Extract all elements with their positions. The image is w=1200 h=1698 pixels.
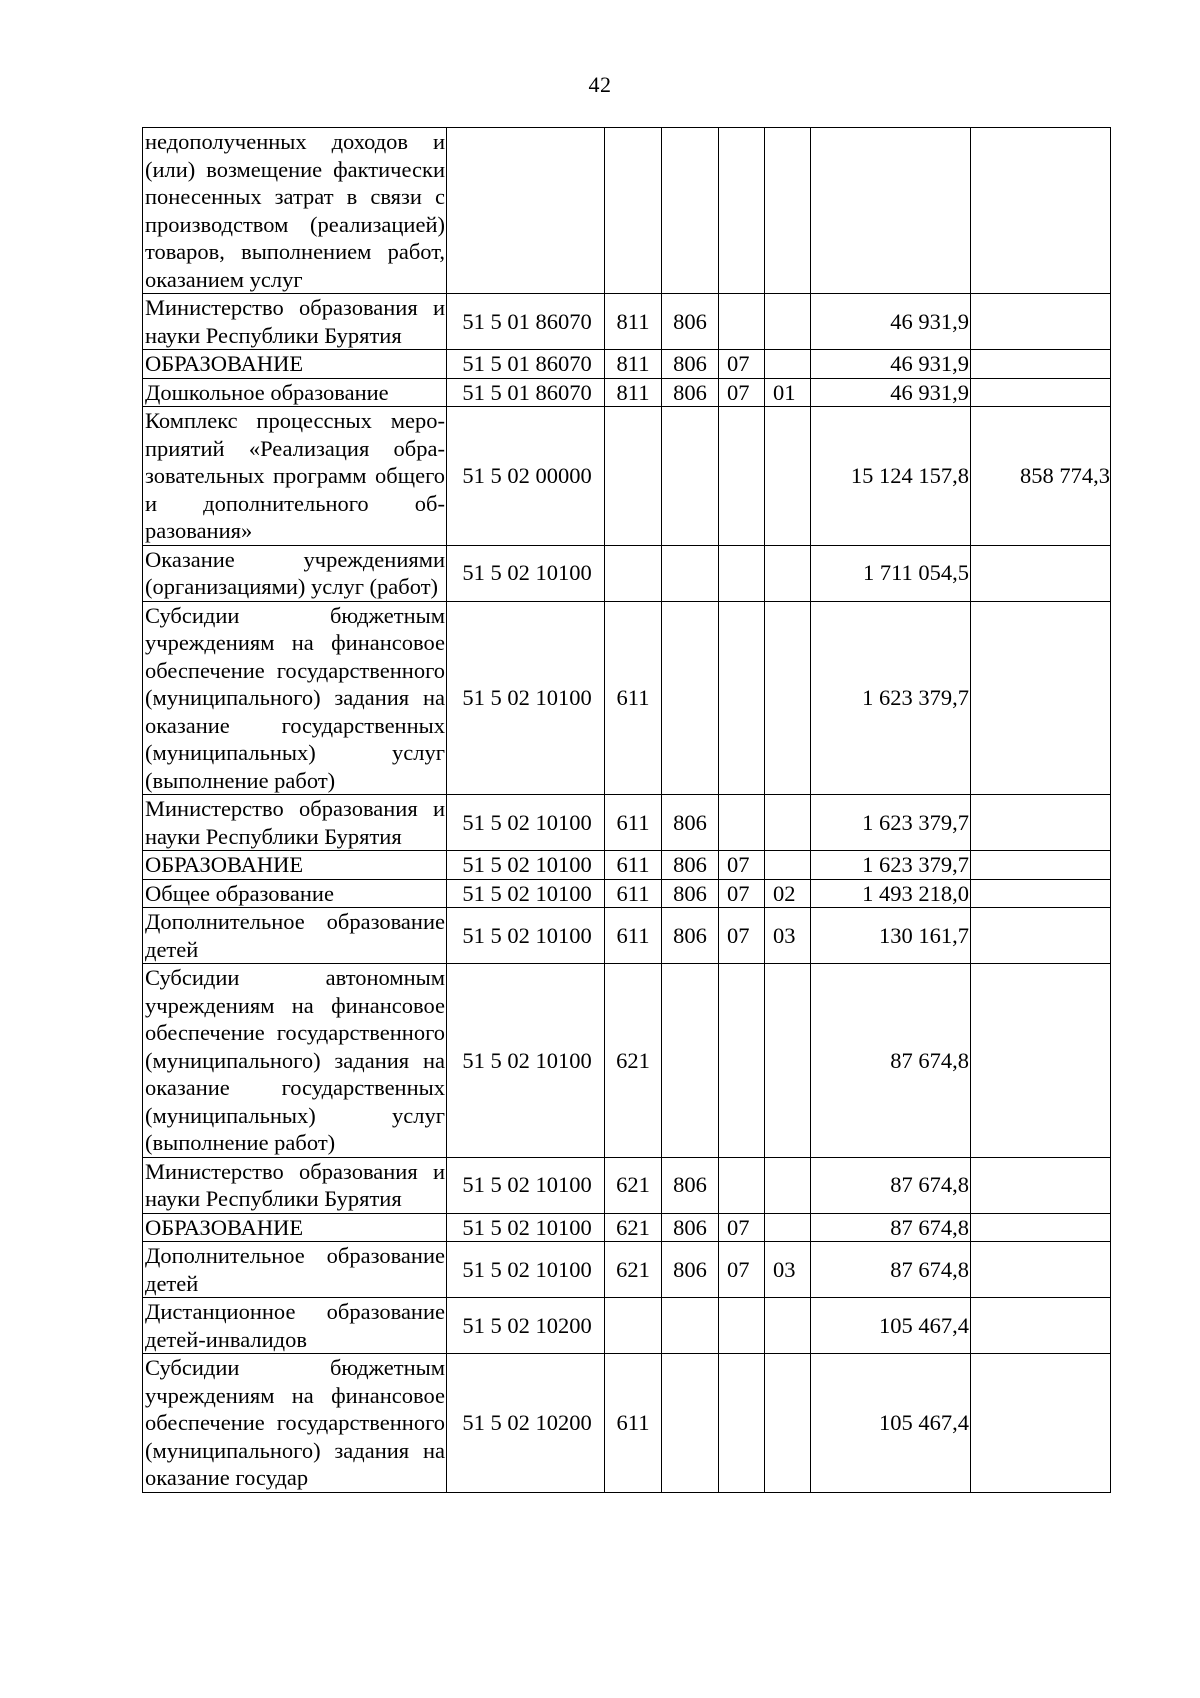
expense-type-cell xyxy=(605,128,662,294)
amount-federal-cell xyxy=(971,795,1111,851)
section-cell xyxy=(719,1298,765,1354)
section-cell: 07 xyxy=(719,879,765,908)
row-name-cell: ОБРАЗОВАНИЕ xyxy=(143,350,447,379)
administrator-code-cell: 806 xyxy=(662,350,719,379)
section-cell xyxy=(719,964,765,1158)
amount-federal-cell xyxy=(971,964,1111,1158)
amount-federal-cell xyxy=(971,1213,1111,1242)
amount-federal-cell xyxy=(971,1242,1111,1298)
table-row xyxy=(143,350,1111,379)
subsection-cell xyxy=(765,601,811,795)
section-cell xyxy=(719,795,765,851)
table-row xyxy=(143,1298,1111,1354)
amount-cell: 105 467,4 xyxy=(811,1298,971,1354)
target-article-cell: 51 5 02 10100 xyxy=(447,1242,605,1298)
target-article-cell: 51 5 02 10100 xyxy=(447,879,605,908)
amount-federal-cell xyxy=(971,601,1111,795)
administrator-code-cell: 806 xyxy=(662,908,719,964)
row-name-cell: Министерство образования и науки Республики Бурятия xyxy=(143,294,447,350)
row-name-cell: Дополнительное образование детей xyxy=(143,1242,447,1298)
expense-type-cell xyxy=(605,1298,662,1354)
expense-type-cell xyxy=(605,545,662,601)
row-name-cell: Дистанционное образование детей-инвалидов xyxy=(143,1298,447,1354)
subsection-cell xyxy=(765,1213,811,1242)
administrator-code-cell: 806 xyxy=(662,879,719,908)
target-article-cell: 51 5 01 86070 xyxy=(447,378,605,407)
subsection-cell: 02 xyxy=(765,879,811,908)
budget-table xyxy=(142,127,1111,1493)
row-name-cell: недополученных доходов и (или) возмещение фактически понесенных затрат в связи с производством (реализацией) товаров, выполнением работ, оказанием услуг xyxy=(143,128,447,294)
amount-cell: 15 124 157,8 xyxy=(811,407,971,546)
amount-federal-cell xyxy=(971,1354,1111,1493)
amount-federal-cell xyxy=(971,1298,1111,1354)
section-cell: 07 xyxy=(719,350,765,379)
amount-cell: 1 623 379,7 xyxy=(811,851,971,880)
administrator-code-cell xyxy=(662,601,719,795)
amount-federal-cell xyxy=(971,294,1111,350)
expense-type-cell xyxy=(605,407,662,546)
expense-type-cell: 621 xyxy=(605,964,662,1158)
administrator-code-cell: 806 xyxy=(662,378,719,407)
expense-type-cell: 621 xyxy=(605,1157,662,1213)
amount-federal-cell xyxy=(971,378,1111,407)
subsection-cell xyxy=(765,1157,811,1213)
table-row xyxy=(143,294,1111,350)
row-name-cell: Оказание учреждениями (организациями) услуг (работ) xyxy=(143,545,447,601)
section-cell: 07 xyxy=(719,1242,765,1298)
amount-cell: 87 674,8 xyxy=(811,1157,971,1213)
row-name-cell: Дошкольное образование xyxy=(143,378,447,407)
expense-type-cell: 811 xyxy=(605,350,662,379)
amount-cell: 1 623 379,7 xyxy=(811,795,971,851)
expense-type-cell: 611 xyxy=(605,795,662,851)
target-article-cell: 51 5 01 86070 xyxy=(447,294,605,350)
section-cell xyxy=(719,294,765,350)
target-article-cell: 51 5 02 10100 xyxy=(447,795,605,851)
table-row xyxy=(143,1242,1111,1298)
subsection-cell xyxy=(765,350,811,379)
amount-cell: 105 467,4 xyxy=(811,1354,971,1493)
table-row xyxy=(143,908,1111,964)
row-name-cell: ОБРАЗОВАНИЕ xyxy=(143,1213,447,1242)
target-article-cell: 51 5 02 10200 xyxy=(447,1298,605,1354)
subsection-cell xyxy=(765,294,811,350)
page-number: 42 xyxy=(588,72,612,97)
administrator-code-cell xyxy=(662,964,719,1158)
row-name-cell: Министерство образования и науки Республики Бурятия xyxy=(143,1157,447,1213)
amount-federal-cell xyxy=(971,128,1111,294)
target-article-cell: 51 5 02 10100 xyxy=(447,1157,605,1213)
subsection-cell xyxy=(765,407,811,546)
amount-federal-cell xyxy=(971,350,1111,379)
row-name-cell: Субсидии бюджетным учреждениям на финансовое обеспечение государственного (муниципального) задания на оказание государственных (муниципальных) услуг (выполнение работ) xyxy=(143,601,447,795)
section-cell: 07 xyxy=(719,378,765,407)
administrator-code-cell xyxy=(662,407,719,546)
section-cell xyxy=(719,545,765,601)
table-row xyxy=(143,964,1111,1158)
expense-type-cell: 611 xyxy=(605,851,662,880)
administrator-code-cell: 806 xyxy=(662,795,719,851)
row-name-cell: ОБРАЗОВАНИЕ xyxy=(143,851,447,880)
subsection-cell: 03 xyxy=(765,908,811,964)
amount-federal-cell xyxy=(971,1157,1111,1213)
row-name-cell: Субсидии автономным учреждениям на финансовое обеспечение государственного (муниципального) задания на оказание государственных (муниципальных) услуг (выполнение работ) xyxy=(143,964,447,1158)
subsection-cell xyxy=(765,964,811,1158)
section-cell: 07 xyxy=(719,908,765,964)
table-row xyxy=(143,851,1111,880)
amount-cell: 87 674,8 xyxy=(811,1242,971,1298)
table-row xyxy=(143,795,1111,851)
administrator-code-cell xyxy=(662,1354,719,1493)
target-article-cell: 51 5 01 86070 xyxy=(447,350,605,379)
table-row xyxy=(143,1213,1111,1242)
administrator-code-cell: 806 xyxy=(662,294,719,350)
administrator-code-cell: 806 xyxy=(662,1242,719,1298)
expense-type-cell: 621 xyxy=(605,1242,662,1298)
administrator-code-cell xyxy=(662,1298,719,1354)
amount-federal-cell xyxy=(971,879,1111,908)
section-cell xyxy=(719,128,765,294)
table-row xyxy=(143,1354,1111,1493)
subsection-cell xyxy=(765,1298,811,1354)
table-row xyxy=(143,378,1111,407)
table-row xyxy=(143,128,1111,294)
target-article-cell: 51 5 02 10100 xyxy=(447,851,605,880)
amount-federal-cell: 858 774,3 xyxy=(971,407,1111,546)
expense-type-cell: 611 xyxy=(605,601,662,795)
target-article-cell: 51 5 02 10100 xyxy=(447,964,605,1158)
target-article-cell: 51 5 02 10100 xyxy=(447,1213,605,1242)
target-article-cell: 51 5 02 10100 xyxy=(447,545,605,601)
amount-cell: 130 161,7 xyxy=(811,908,971,964)
section-cell xyxy=(719,1157,765,1213)
section-cell: 07 xyxy=(719,1213,765,1242)
administrator-code-cell: 806 xyxy=(662,1157,719,1213)
row-name-cell: Дополнительное образование детей xyxy=(143,908,447,964)
target-article-cell: 51 5 02 00000 xyxy=(447,407,605,546)
section-cell xyxy=(719,1354,765,1493)
subsection-cell xyxy=(765,851,811,880)
table-row xyxy=(143,879,1111,908)
section-cell xyxy=(719,407,765,546)
subsection-cell: 03 xyxy=(765,1242,811,1298)
expense-type-cell: 611 xyxy=(605,908,662,964)
administrator-code-cell xyxy=(662,545,719,601)
expense-type-cell: 811 xyxy=(605,378,662,407)
table-body xyxy=(143,128,1111,1493)
target-article-cell xyxy=(447,128,605,294)
subsection-cell xyxy=(765,795,811,851)
amount-cell: 1 711 054,5 xyxy=(811,545,971,601)
administrator-code-cell: 806 xyxy=(662,1213,719,1242)
administrator-code-cell xyxy=(662,128,719,294)
table-row xyxy=(143,601,1111,795)
section-cell xyxy=(719,601,765,795)
row-name-cell: Комплекс процессных мероприятий «Реализация образовательных программ общего и дополнительного образования» xyxy=(143,407,447,546)
amount-cell: 1 493 218,0 xyxy=(811,879,971,908)
amount-federal-cell xyxy=(971,545,1111,601)
row-name-cell: Субсидии бюджетным учреждениям на финансовое обеспечение государственного (муниципального) задания на оказание государ xyxy=(143,1354,447,1493)
expense-type-cell: 811 xyxy=(605,294,662,350)
expense-type-cell: 611 xyxy=(605,879,662,908)
target-article-cell: 51 5 02 10100 xyxy=(447,908,605,964)
target-article-cell: 51 5 02 10200 xyxy=(447,1354,605,1493)
target-article-cell: 51 5 02 10100 xyxy=(447,601,605,795)
amount-cell: 46 931,9 xyxy=(811,294,971,350)
amount-federal-cell xyxy=(971,908,1111,964)
amount-cell: 1 623 379,7 xyxy=(811,601,971,795)
section-cell: 07 xyxy=(719,851,765,880)
administrator-code-cell: 806 xyxy=(662,851,719,880)
amount-cell: 46 931,9 xyxy=(811,378,971,407)
subsection-cell xyxy=(765,128,811,294)
subsection-cell xyxy=(765,1354,811,1493)
expense-type-cell: 611 xyxy=(605,1354,662,1493)
row-name-cell: Общее образование xyxy=(143,879,447,908)
amount-federal-cell xyxy=(971,851,1111,880)
table-row xyxy=(143,1157,1111,1213)
table-row xyxy=(143,407,1111,546)
amount-cell: 87 674,8 xyxy=(811,1213,971,1242)
row-name-cell: Министерство образования и науки Республики Бурятия xyxy=(143,795,447,851)
subsection-cell xyxy=(765,545,811,601)
subsection-cell: 01 xyxy=(765,378,811,407)
expense-type-cell: 621 xyxy=(605,1213,662,1242)
amount-cell: 46 931,9 xyxy=(811,350,971,379)
amount-cell: 87 674,8 xyxy=(811,964,971,1158)
table-row xyxy=(143,545,1111,601)
amount-cell xyxy=(811,128,971,294)
